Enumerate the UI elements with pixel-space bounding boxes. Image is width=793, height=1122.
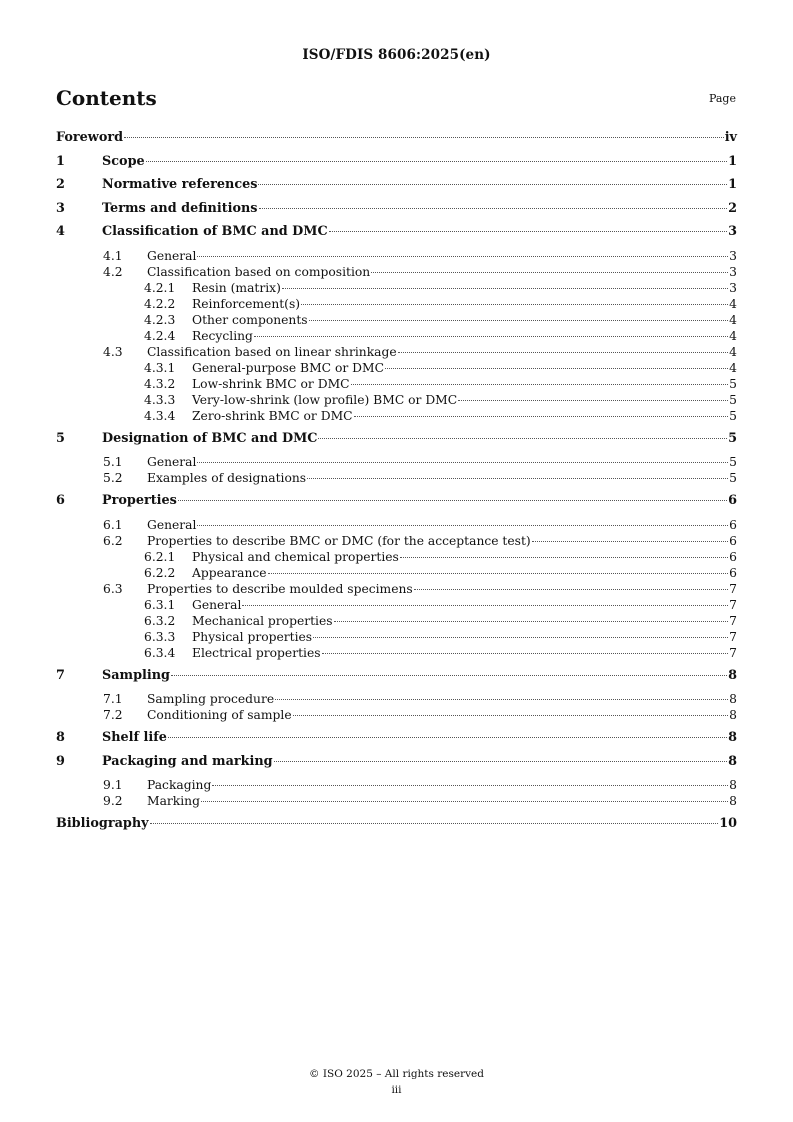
toc-entry[interactable] <box>56 533 737 549</box>
toc-entry-number: 4.3 <box>103 344 123 359</box>
toc-entry-title: General <box>147 517 197 532</box>
toc-entry-page: 6 <box>729 565 737 580</box>
toc-entry-page: 4 <box>729 344 737 359</box>
toc-entry[interactable] <box>56 130 737 154</box>
toc-entry-page: 1 <box>728 177 737 192</box>
toc-entry-title: Mechanical properties <box>192 613 333 628</box>
toc-entry-number: 5.2 <box>103 471 123 485</box>
toc-entry-title: Other components <box>192 312 308 327</box>
dot-leader <box>124 137 724 138</box>
dot-leader <box>371 272 728 273</box>
toc-entry[interactable] <box>56 328 737 344</box>
toc-entry-page: 5 <box>729 376 737 391</box>
toc-entry[interactable] <box>56 691 737 707</box>
toc-entry-number: 4.3.2 <box>144 376 176 391</box>
toc-entry-number: 6.2.2 <box>144 565 176 580</box>
toc-entry[interactable] <box>56 360 737 376</box>
dot-leader <box>201 801 728 802</box>
toc-entry-page: 7 <box>729 597 737 612</box>
toc-entry-title: General <box>147 248 197 263</box>
toc-entry-page: 7 <box>729 581 737 596</box>
dot-leader <box>282 288 728 289</box>
toc-entry-page: 5 <box>729 408 737 423</box>
toc-entry-page: 4 <box>729 360 737 375</box>
dot-leader <box>171 675 727 676</box>
toc-entry-page: 7 <box>729 629 737 644</box>
toc-entry-number: 4.1 <box>103 248 123 263</box>
toc-entry-number: 6.2.1 <box>144 549 176 564</box>
toc-entry-page: 3 <box>728 224 737 239</box>
toc-entry-title: Normative references <box>102 177 258 192</box>
copyright-notice: © ISO 2025 – All rights reserved <box>309 1068 484 1080</box>
toc-entry-title: Classification of BMC and DMC <box>102 224 328 239</box>
toc-entry-title: Resin (matrix) <box>192 280 281 295</box>
dot-leader <box>197 256 728 257</box>
toc-entry-page: 6 <box>729 549 737 564</box>
toc-entry-number: 5 <box>56 430 65 446</box>
toc-entry-page: 8 <box>728 667 737 683</box>
toc-entry-number: 6.3.3 <box>144 629 176 644</box>
dot-leader <box>268 573 729 574</box>
toc-entry[interactable] <box>56 154 737 178</box>
toc-entry[interactable] <box>56 517 737 533</box>
dot-leader <box>322 653 729 654</box>
toc-entry-page: 7 <box>729 613 737 628</box>
toc-entry-page: 5 <box>729 471 737 485</box>
dot-leader <box>259 208 728 209</box>
toc-entry[interactable] <box>56 730 737 754</box>
toc-entry[interactable] <box>56 493 737 517</box>
toc-entry-page: 8 <box>729 692 737 706</box>
document-id-header: ISO/FDIS 8606:2025(en) <box>302 47 491 63</box>
toc-entry[interactable] <box>56 408 737 431</box>
dot-leader <box>146 161 727 162</box>
toc-entry-title: Packaging and marking <box>102 753 273 769</box>
toc-entry-page: 3 <box>729 280 737 295</box>
toc-entry[interactable] <box>56 248 737 264</box>
toc-entry-page: 8 <box>729 794 737 808</box>
toc-entry-number: 9 <box>56 753 65 769</box>
dot-leader <box>329 231 727 232</box>
toc-entry-number: 7 <box>56 667 65 683</box>
toc-entry[interactable] <box>56 613 737 629</box>
toc-entry-page: 7 <box>729 645 737 660</box>
toc-entry-page: 3 <box>729 264 737 279</box>
toc-entry-page: 8 <box>728 753 737 769</box>
toc-entry-page: 5 <box>729 392 737 407</box>
toc-entry-number: 2 <box>56 177 65 192</box>
toc-entry-title: Bibliography <box>56 816 149 831</box>
toc-entry-title: Low-shrink BMC or DMC <box>192 376 350 391</box>
toc-entry-page: 6 <box>729 517 737 532</box>
toc-entry[interactable] <box>56 376 737 392</box>
toc-entry[interactable] <box>56 312 737 328</box>
toc-entry[interactable] <box>56 549 737 565</box>
toc-entry-title: Zero-shrink BMC or DMC <box>192 408 353 423</box>
dot-leader <box>150 823 719 824</box>
toc-entry[interactable] <box>56 264 737 280</box>
dot-leader <box>293 715 729 716</box>
toc-entry-number: 5.1 <box>103 455 123 469</box>
toc-entry[interactable] <box>56 454 737 470</box>
toc-entry[interactable] <box>56 344 737 360</box>
toc-entry-page: 4 <box>729 328 737 343</box>
dot-leader <box>385 368 728 369</box>
toc-entry-number: 6.3.2 <box>144 613 176 628</box>
dot-leader <box>197 525 728 526</box>
toc-entry-title: Electrical properties <box>192 645 321 660</box>
toc-entry[interactable] <box>56 177 737 201</box>
toc-entry-number: 4.3.3 <box>144 392 176 407</box>
dot-leader <box>258 184 727 185</box>
toc-entry-number: 8 <box>56 730 65 745</box>
toc-entry-page: 5 <box>728 430 737 446</box>
toc-entry-title: Marking <box>147 794 200 808</box>
toc-entry-title: Properties to describe BMC or DMC (for the acceptance test) <box>147 533 531 548</box>
toc-entry-page: 4 <box>729 312 737 327</box>
toc-entry-number: 6.1 <box>103 517 123 532</box>
page-footer <box>0 1066 793 1098</box>
toc-entry-page: 8 <box>728 730 737 745</box>
toc-entry-number: 4.3.4 <box>144 408 176 423</box>
toc-entry-number: 3 <box>56 200 65 216</box>
toc-entry[interactable] <box>56 201 737 225</box>
toc-entry[interactable] <box>56 280 737 296</box>
toc-entry[interactable] <box>56 392 737 408</box>
toc-entry-page: 6 <box>729 533 737 548</box>
toc-entry-title: Classification based on composition <box>147 264 371 279</box>
contents-heading: Contents <box>56 86 157 110</box>
toc-entry-title: Very-low-shrink (low profile) BMC or DMC <box>192 392 458 407</box>
toc-entry[interactable] <box>56 597 737 613</box>
dot-leader <box>254 336 728 337</box>
toc-entry-title: Designation of BMC and DMC <box>102 430 318 446</box>
dot-leader <box>351 384 729 385</box>
toc-entry-number: 9.2 <box>103 794 123 808</box>
toc-entry-title: Terms and definitions <box>102 200 258 216</box>
toc-entry[interactable] <box>56 296 737 312</box>
toc-entry-title: Reinforcement(s) <box>192 296 301 311</box>
toc-entry-title: Foreword <box>56 130 124 145</box>
toc-entry-title: General-purpose BMC or DMC <box>192 360 385 375</box>
dot-leader <box>309 320 729 321</box>
dot-leader <box>318 438 727 439</box>
toc-entry-title: Properties <box>102 493 177 508</box>
toc-entry-title: Packaging <box>147 778 212 792</box>
toc-entry-number: 4.2.2 <box>144 296 176 311</box>
dot-leader <box>313 637 728 638</box>
toc-entry-title: Conditioning of sample <box>147 708 292 722</box>
toc-entry-page: 8 <box>729 778 737 792</box>
page-number: iii <box>391 1084 402 1096</box>
dot-leader <box>242 605 728 606</box>
toc-entry-number: 4.3.1 <box>144 360 176 375</box>
toc-entry-number: 7.2 <box>103 708 123 722</box>
toc-entry-number: 6.3.4 <box>144 645 176 660</box>
toc-entry-title: Examples of designations <box>147 471 307 485</box>
toc-entry-title: Classification based on linear shrinkage <box>147 344 397 359</box>
toc-entry-title: Appearance <box>192 565 267 580</box>
toc-entry-number: 7.1 <box>103 692 123 706</box>
toc-entry[interactable] <box>56 581 737 597</box>
toc-entry[interactable] <box>56 431 737 455</box>
toc-entry[interactable] <box>56 224 737 248</box>
toc-entry-number: 6 <box>56 493 65 508</box>
table-of-contents <box>56 130 737 840</box>
toc-entry-number: 6.3.1 <box>144 597 176 612</box>
toc-entry[interactable] <box>56 707 737 730</box>
toc-entry-page: 4 <box>729 296 737 311</box>
dot-leader <box>274 761 728 762</box>
dot-leader <box>212 785 728 786</box>
dot-leader <box>334 621 729 622</box>
toc-entry[interactable] <box>56 816 737 840</box>
toc-entry-page: 5 <box>729 455 737 469</box>
dot-leader <box>197 462 728 463</box>
toc-entry-page: 3 <box>729 248 737 263</box>
toc-entry-title: Recycling <box>192 328 253 343</box>
dot-leader <box>168 737 727 738</box>
dot-leader <box>275 699 728 700</box>
dot-leader <box>532 541 728 542</box>
toc-entry-number: 1 <box>56 153 65 169</box>
toc-entry-page: 10 <box>719 816 737 831</box>
toc-entry-page: 6 <box>728 493 737 508</box>
toc-entry-number: 6.2 <box>103 533 123 548</box>
toc-entry-title: Properties to describe moulded specimens <box>147 581 413 596</box>
dot-leader <box>458 400 728 401</box>
toc-entry-number: 4.2 <box>103 264 123 279</box>
dot-leader <box>307 478 728 479</box>
toc-entry-number: 6.3 <box>103 581 123 596</box>
dot-leader <box>301 304 728 305</box>
toc-entry-title: General <box>147 455 197 469</box>
toc-entry-number: 4.2.3 <box>144 312 176 327</box>
toc-entry-page: iv <box>724 130 737 145</box>
toc-entry[interactable] <box>56 470 737 493</box>
page-column-label: Page <box>708 92 736 105</box>
toc-entry-page: 2 <box>728 200 737 216</box>
toc-entry-title: General <box>192 597 242 612</box>
toc-entry-title: Physical properties <box>192 629 313 644</box>
toc-entry-number: 4 <box>56 224 65 239</box>
toc-entry-title: Scope <box>102 153 145 169</box>
dot-leader <box>178 500 727 501</box>
dot-leader <box>414 589 728 590</box>
toc-entry[interactable] <box>56 793 737 816</box>
toc-entry[interactable] <box>56 668 737 692</box>
toc-entry-number: 9.1 <box>103 778 123 792</box>
toc-entry-number: 4.2.4 <box>144 328 176 343</box>
toc-entry[interactable] <box>56 565 737 581</box>
dot-leader <box>400 557 728 558</box>
dot-leader <box>354 416 729 417</box>
toc-entry-title: Sampling <box>102 667 170 683</box>
toc-entry[interactable] <box>56 754 737 778</box>
toc-entry-title: Physical and chemical properties <box>192 549 399 564</box>
dot-leader <box>398 352 729 353</box>
toc-entry[interactable] <box>56 629 737 645</box>
toc-entry-title: Shelf life <box>102 730 167 745</box>
toc-entry-title: Sampling procedure <box>147 692 275 706</box>
toc-entry[interactable] <box>56 645 737 668</box>
toc-entry-page: 1 <box>728 153 737 169</box>
toc-entry[interactable] <box>56 777 737 793</box>
toc-entry-page: 8 <box>729 708 737 722</box>
toc-entry-number: 4.2.1 <box>144 280 176 295</box>
